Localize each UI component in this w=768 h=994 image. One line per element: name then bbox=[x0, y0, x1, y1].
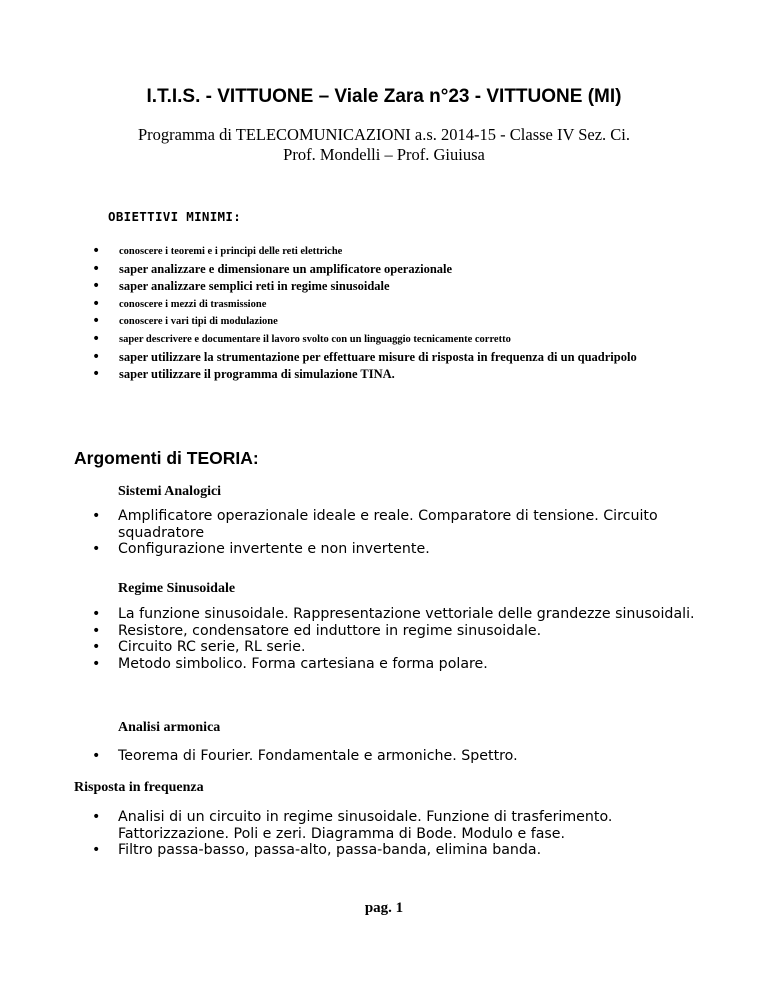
analisi-armonica-list bbox=[92, 748, 712, 765]
bullet-icon: • bbox=[92, 243, 101, 259]
bullet-icon: • bbox=[92, 330, 101, 347]
objectives-list bbox=[92, 243, 637, 384]
objective-item: • saper utilizzare il programma di simulazione TINA. bbox=[92, 366, 395, 383]
bullet-icon: • bbox=[92, 541, 101, 558]
bullet-icon: • bbox=[92, 278, 101, 295]
bullet-icon: • bbox=[92, 639, 101, 656]
bullet-icon: • bbox=[92, 622, 101, 639]
bullet-icon: • bbox=[92, 606, 101, 622]
objective-item: • saper descrivere e documentare il lavoro svolto con un linguaggio tecnicamente corretto bbox=[92, 330, 511, 347]
bullet-icon: • bbox=[92, 748, 101, 764]
list-item: • Metodo simbolico. Forma cartesiana e forma polare. bbox=[92, 655, 488, 672]
teachers-line: Prof. Mondelli – Prof. Giuiusa bbox=[283, 145, 485, 164]
list-item: • Circuito RC serie, RL serie. bbox=[92, 639, 306, 656]
page-number: pag. 1 bbox=[364, 900, 404, 916]
objective-item: • conoscere i mezzi di trasmissione bbox=[92, 295, 267, 312]
section-title-sistemi-analogici: Sistemi Analogici bbox=[118, 484, 222, 499]
list-item: • La funzione sinusoidale. Rappresentazione vettoriale delle grandezze sinusoidali. bbox=[92, 606, 695, 622]
list-item: • Analisi di un circuito in regime sinusoidale. Funzione di trasferimento. Fattorizzazione. Poli e zeri. Diagramma di Bode. Modulo e fase. bbox=[92, 809, 613, 842]
list-item: • Amplificatore operazionale ideale e reale. Comparatore di tensione. Circuito squadratore bbox=[92, 508, 658, 541]
objective-item: • saper analizzare e dimensionare un amplificatore operazionale bbox=[92, 260, 453, 277]
objective-item: • saper analizzare semplici reti in regime sinusoidale bbox=[92, 278, 390, 295]
objective-item: • saper utilizzare la strumentazione per effettuare misure di risposta in frequenza di un quadripolo bbox=[92, 348, 637, 365]
document-title: I.T.I.S. - VITTUONE – Viale Zara n°23 - VITTUONE (MI) bbox=[146, 86, 622, 107]
sistemi-analogici-list bbox=[92, 508, 712, 558]
section-title-regime-sinusoidale: Regime Sinusoidale bbox=[118, 581, 236, 596]
bullet-icon: • bbox=[92, 842, 101, 859]
list-item: • Configurazione invertente e non invertente. bbox=[92, 541, 430, 558]
objectives-heading: OBIETTIVI MINIMI: bbox=[108, 209, 242, 224]
bullet-icon: • bbox=[92, 348, 101, 365]
section-title-risposta-in-frequenza: Risposta in frequenza bbox=[74, 780, 204, 795]
theory-heading: Argomenti di TEORIA: bbox=[74, 448, 259, 468]
regime-sinusoidale-list bbox=[92, 606, 712, 672]
bullet-icon: • bbox=[92, 809, 101, 825]
bullet-icon: • bbox=[92, 260, 101, 277]
bullet-icon: • bbox=[92, 295, 101, 312]
list-item: • Teorema di Fourier. Fondamentale e armoniche. Spettro. bbox=[92, 748, 518, 764]
objective-item: • conoscere i vari tipi di modulazione bbox=[92, 313, 278, 330]
list-item: • Filtro passa-basso, passa-alto, passa-banda, elimina banda. bbox=[92, 842, 542, 859]
bullet-icon: • bbox=[92, 508, 101, 524]
bullet-icon: • bbox=[92, 366, 101, 383]
objective-item: • conoscere i teoremi e i principi delle reti elettriche bbox=[92, 243, 343, 259]
risposta-in-frequenza-list bbox=[92, 809, 712, 859]
section-title-analisi-armonica: Analisi armonica bbox=[118, 720, 221, 735]
bullet-icon: • bbox=[92, 655, 101, 672]
list-item: • Resistore, condensatore ed induttore in regime sinusoidale. bbox=[92, 622, 542, 639]
program-line: Programma di TELECOMUNICAZIONI a.s. 2014-15 - Classe IV Sez. Ci. bbox=[137, 125, 631, 144]
bullet-icon: • bbox=[92, 313, 101, 330]
